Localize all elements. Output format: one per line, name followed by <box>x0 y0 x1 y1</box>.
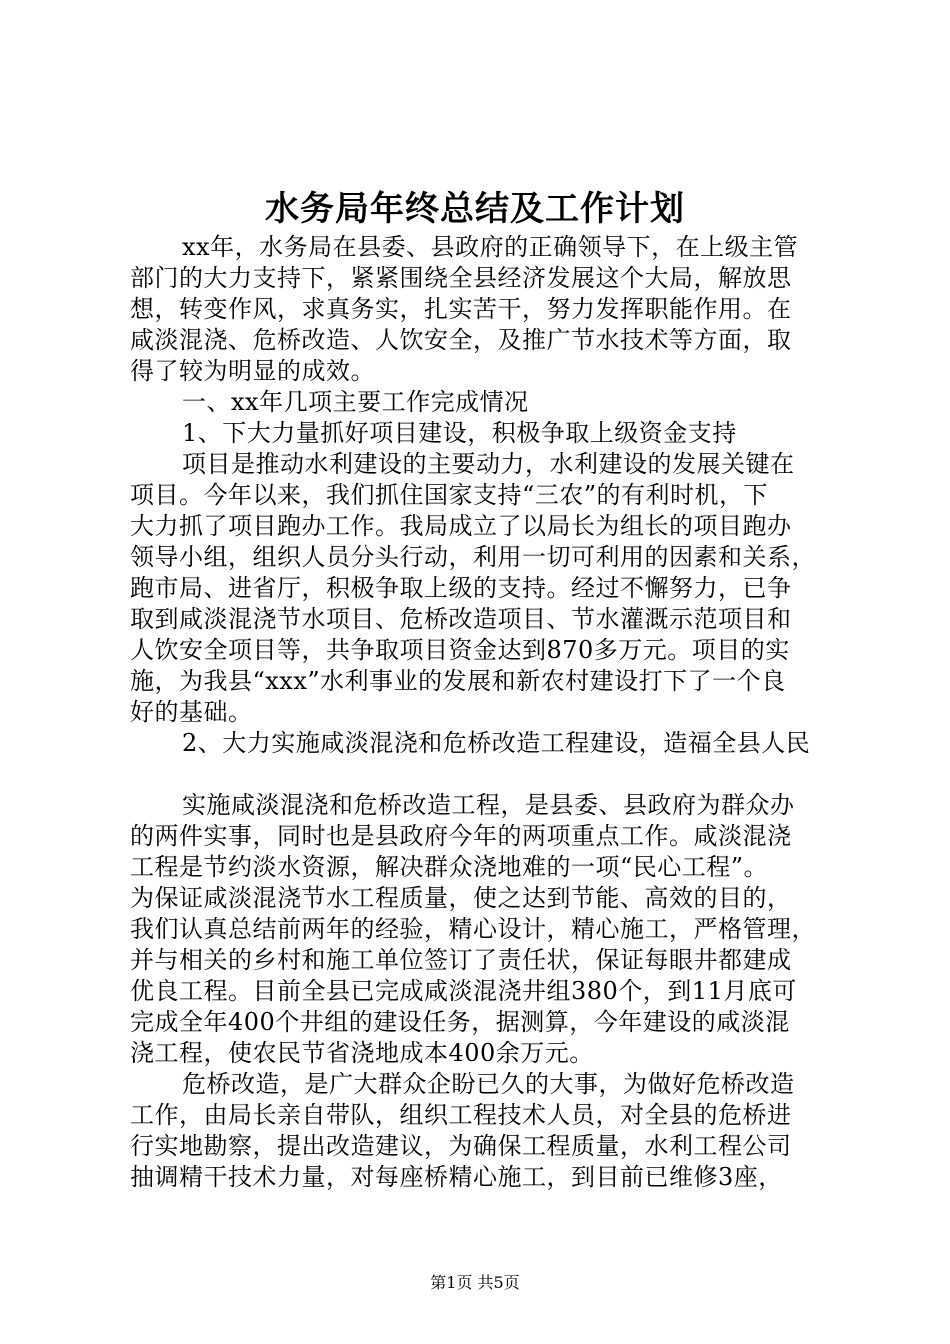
paragraph-line: 得了较为明显的成效。 <box>130 357 375 385</box>
paragraph-line: 的两件实事，同时也是县政府今年的两项重点工作。咸淡混浇 <box>130 822 792 850</box>
paragraph-line: 部门的大力支持下，紧紧围绕全县经济发展这个大局，解放思 <box>130 264 792 292</box>
paragraph-line: 我们认真总结前两年的经验，精心设计，精心施工，严格管理， <box>130 915 816 943</box>
document-title: 水务局年终总结及工作计划 <box>265 189 685 229</box>
paragraph-line: 行实地勘察，提出改造建议，为确保工程质量，水利工程公司 <box>130 1132 792 1160</box>
paragraph-line: 大力抓了项目跑办工作。我局成立了以局长为组长的项目跑办 <box>130 512 792 540</box>
paragraph-line: xx年，水务局在县委、县政府的正确领导下，在上级主管 <box>182 233 799 261</box>
paragraph-line: 咸淡混浇、危桥改造、人饮安全，及推广节水技术等方面，取 <box>130 326 792 354</box>
subsection-heading: 1、下大力量抓好项目建设，积极争取上级资金支持 <box>182 419 737 447</box>
paragraph-line: 完成全年400个井组的建设任务，据测算，今年建设的咸淡混 <box>130 1008 790 1036</box>
paragraph-line: 人饮安全项目等，共争取项目资金达到870多万元。项目的实 <box>130 636 790 664</box>
paragraph-line: 危桥改造，是广大群众企盼已久的大事，为做好危桥改造 <box>182 1070 795 1098</box>
paragraph-line: 为保证咸淡混浇节水工程质量，使之达到节能、高效的目的， <box>130 884 792 912</box>
paragraph-line: 取到咸淡混浇节水项目、危桥改造项目、节水灌溉示范项目和 <box>130 605 792 633</box>
paragraph-line: 想，转变作风，求真务实，扎实苦干，努力发挥职能作用。在 <box>130 295 792 323</box>
page-footer: 第1页 共5页 <box>430 1273 520 1292</box>
paragraph-line: 好的基础。 <box>130 698 253 726</box>
paragraph-line: 工作，由局长亲自带队，组织工程技术人员，对全县的危桥进 <box>130 1101 792 1129</box>
paragraph-line: 实施咸淡混浇和危桥改造工程，是县委、县政府为群众办 <box>182 791 795 819</box>
paragraph-line: 跑市局、进省厅，积极争取上级的支持。经过不懈努力，已争 <box>130 574 792 602</box>
paragraph-spacer <box>130 759 830 790</box>
subsection-heading: 2、大力实施咸淡混浇和危桥改造工程建设，造福全县人民 <box>182 729 811 757</box>
paragraph-line: 工程是节约淡水资源，解决群众浇地难的一项“民心工程”。 <box>130 853 769 881</box>
paragraph-line: 并与相关的乡村和施工单位签订了责任状，保证每眼井都建成 <box>130 946 792 974</box>
paragraph-line: 抽调精干技术力量，对每座桥精心施工，到目前已维修3座， <box>130 1163 783 1191</box>
section-heading: 一、xx年几项主要工作完成情况 <box>182 388 529 416</box>
paragraph-line: 领导小组，组织人员分头行动，利用一切可利用的因素和关系， <box>130 543 816 571</box>
paragraph-line: 项目是推动水利建设的主要动力，水利建设的发展关键在 <box>182 450 795 478</box>
document-body <box>130 232 830 1193</box>
paragraph-line: 施，为我县“xxx”水利事业的发展和新农村建设打下了一个良 <box>130 667 786 695</box>
paragraph-line: 浇工程，使农民节省浇地成本400余万元。 <box>130 1039 594 1067</box>
paragraph-line: 优良工程。目前全县已完成咸淡混浇井组380个，到11月底可 <box>130 977 797 1005</box>
paragraph-line: 项目。今年以来，我们抓住国家支持“三农”的有利时机，下 <box>130 481 769 509</box>
